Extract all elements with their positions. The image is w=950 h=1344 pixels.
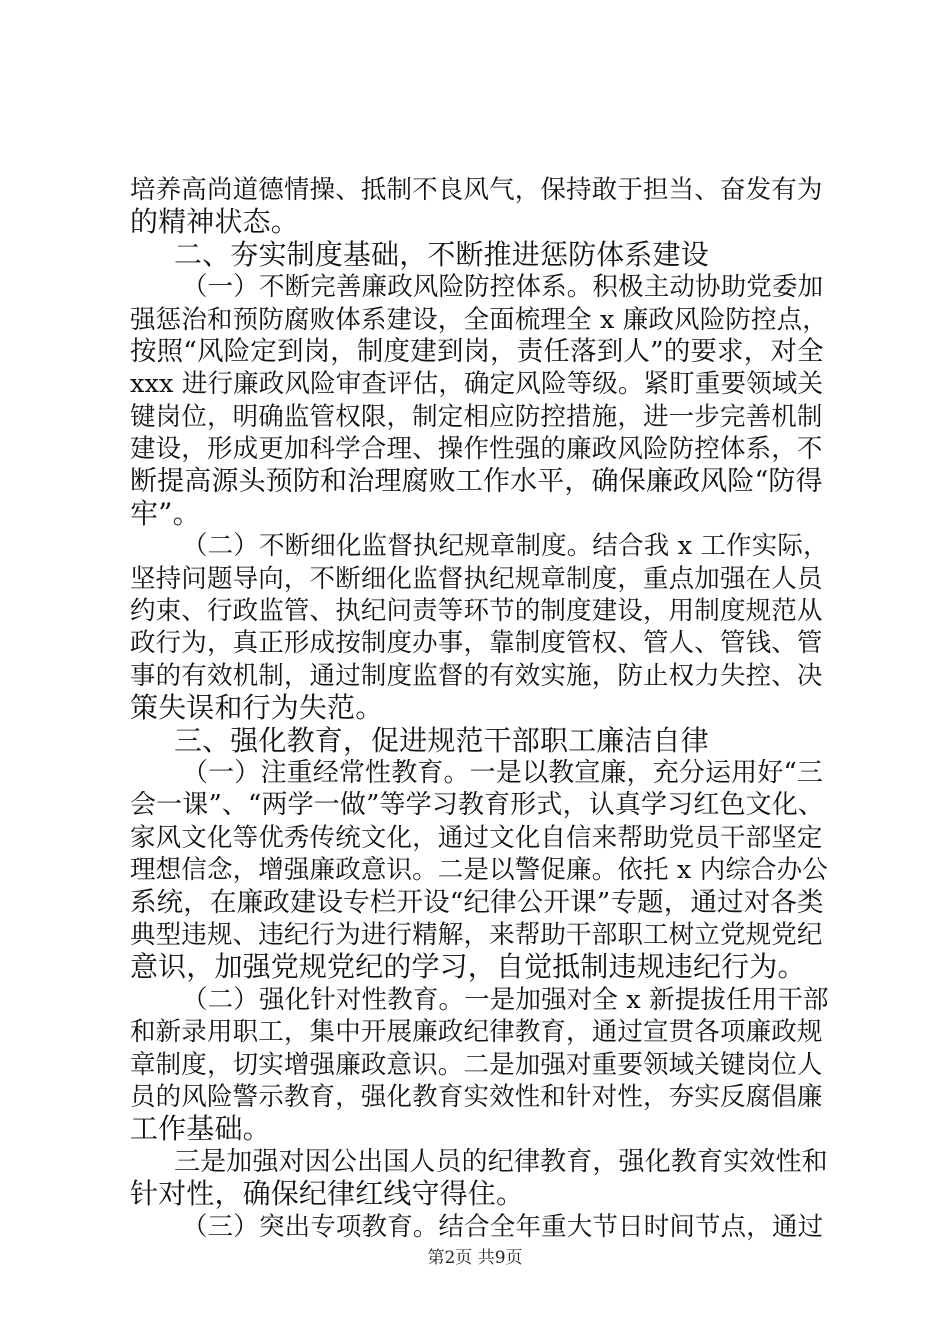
text-line: 三是加强对因公出国人员的纪律教育，强化教育实效性和 — [174, 1146, 828, 1177]
text-line: 会一课”、“两学一做”等学习教育形式，认真学习红色文化、 — [130, 790, 825, 821]
text-line: 牢”。 — [130, 496, 201, 530]
text-line: 培养高尚道德情操、抵制不良风气，保持敢于担当、奋发有为 — [130, 175, 823, 205]
text-line: 事的有效机制，通过制度监督的有效实施，防止权力失控、决 — [130, 660, 823, 691]
text-line: 章制度，切实增强廉政意识。二是加强对重要领域关键岗位人 — [130, 1049, 823, 1080]
text-line: 建设，形成更加科学合理、操作性强的廉政风险防控体系，不 — [130, 434, 823, 465]
text-line: （二）强化针对性教育。一是加强对全 x 新提拔任用干部 — [182, 984, 829, 1015]
text-line: 政行为，真正形成按制度办事，靠制度管权、管人、管钱、管 — [130, 628, 823, 659]
text-line: 按照“风险定到岗，制度建到岗，责任落到人”的要求，对全 — [130, 335, 824, 367]
text-line: （一）不断完善廉政风险防控体系。积极主动协助党委加 — [182, 272, 824, 303]
text-line: 断提高源头预防和治理腐败工作水平，确保廉政风险“防得 — [130, 465, 823, 497]
page-footer: 第2页 共9页 — [427, 1248, 523, 1268]
text-line: 典型违规、违纪行为进行精解，来帮助干部职工树立党规党纪 — [130, 919, 823, 950]
text-line: 员的风险警示教育，强化教育实效性和针对性，夯实反腐倡廉 — [130, 1081, 823, 1112]
text-line: （二）不断细化监督执纪规章制度。结合我 x 工作实际， — [182, 531, 829, 562]
text-line: 键岗位，明确监管权限，制定相应防控措施，进一步完善机制 — [130, 401, 823, 432]
text-line: （三）突出专项教育。结合全年重大节日时间节点，通过 — [182, 1211, 824, 1242]
text-line: 的精神状态。 — [130, 205, 299, 239]
text-line: 强惩治和预防腐败体系建设，全面梳理全 x 廉政风险防控点， — [130, 304, 828, 335]
text-line: 理想信念，增强廉政意识。二是以警促廉。依托 x 内综合办公 — [130, 855, 828, 886]
text-line: 工作基础。 — [130, 1112, 271, 1146]
text-line: 针对性，确保纪律红线守得住。 — [130, 1177, 525, 1211]
text-line: 策失误和行为失范。 — [130, 691, 384, 725]
text-line: 家风文化等优秀传统文化，通过文化自信来帮助党员干部坚定 — [130, 822, 823, 853]
text-line: 二、夯实制度基础，不断推进惩防体系建设 — [174, 237, 709, 271]
text-line: （一）注重经常性教育。一是以教宣廉，充分运用好“三 — [182, 758, 824, 789]
text-line: xxx 进行廉政风险审查评估，确定风险等级。紧盯重要领域关 — [130, 369, 824, 400]
text-line: 三、强化教育，促进规范干部职工廉洁自律 — [174, 723, 709, 757]
text-line: 坚持问题导向，不断细化监督执纪规章制度，重点加强在人员 — [130, 563, 823, 594]
text-line: 和新录用职工，集中开展廉政纪律教育，通过宣贯各项廉政规 — [130, 1017, 823, 1048]
text-line: 意识，加强党规党纪的学习，自觉抵制违规违纪行为。 — [130, 950, 806, 984]
document-body — [130, 174, 830, 1243]
text-line: 系统，在廉政建设专栏开设“纪律公开课”专题，通过对各类 — [130, 886, 824, 918]
text-line: 约束、行政监管、执纪问责等环节的制度建设，用制度规范从 — [130, 596, 823, 627]
